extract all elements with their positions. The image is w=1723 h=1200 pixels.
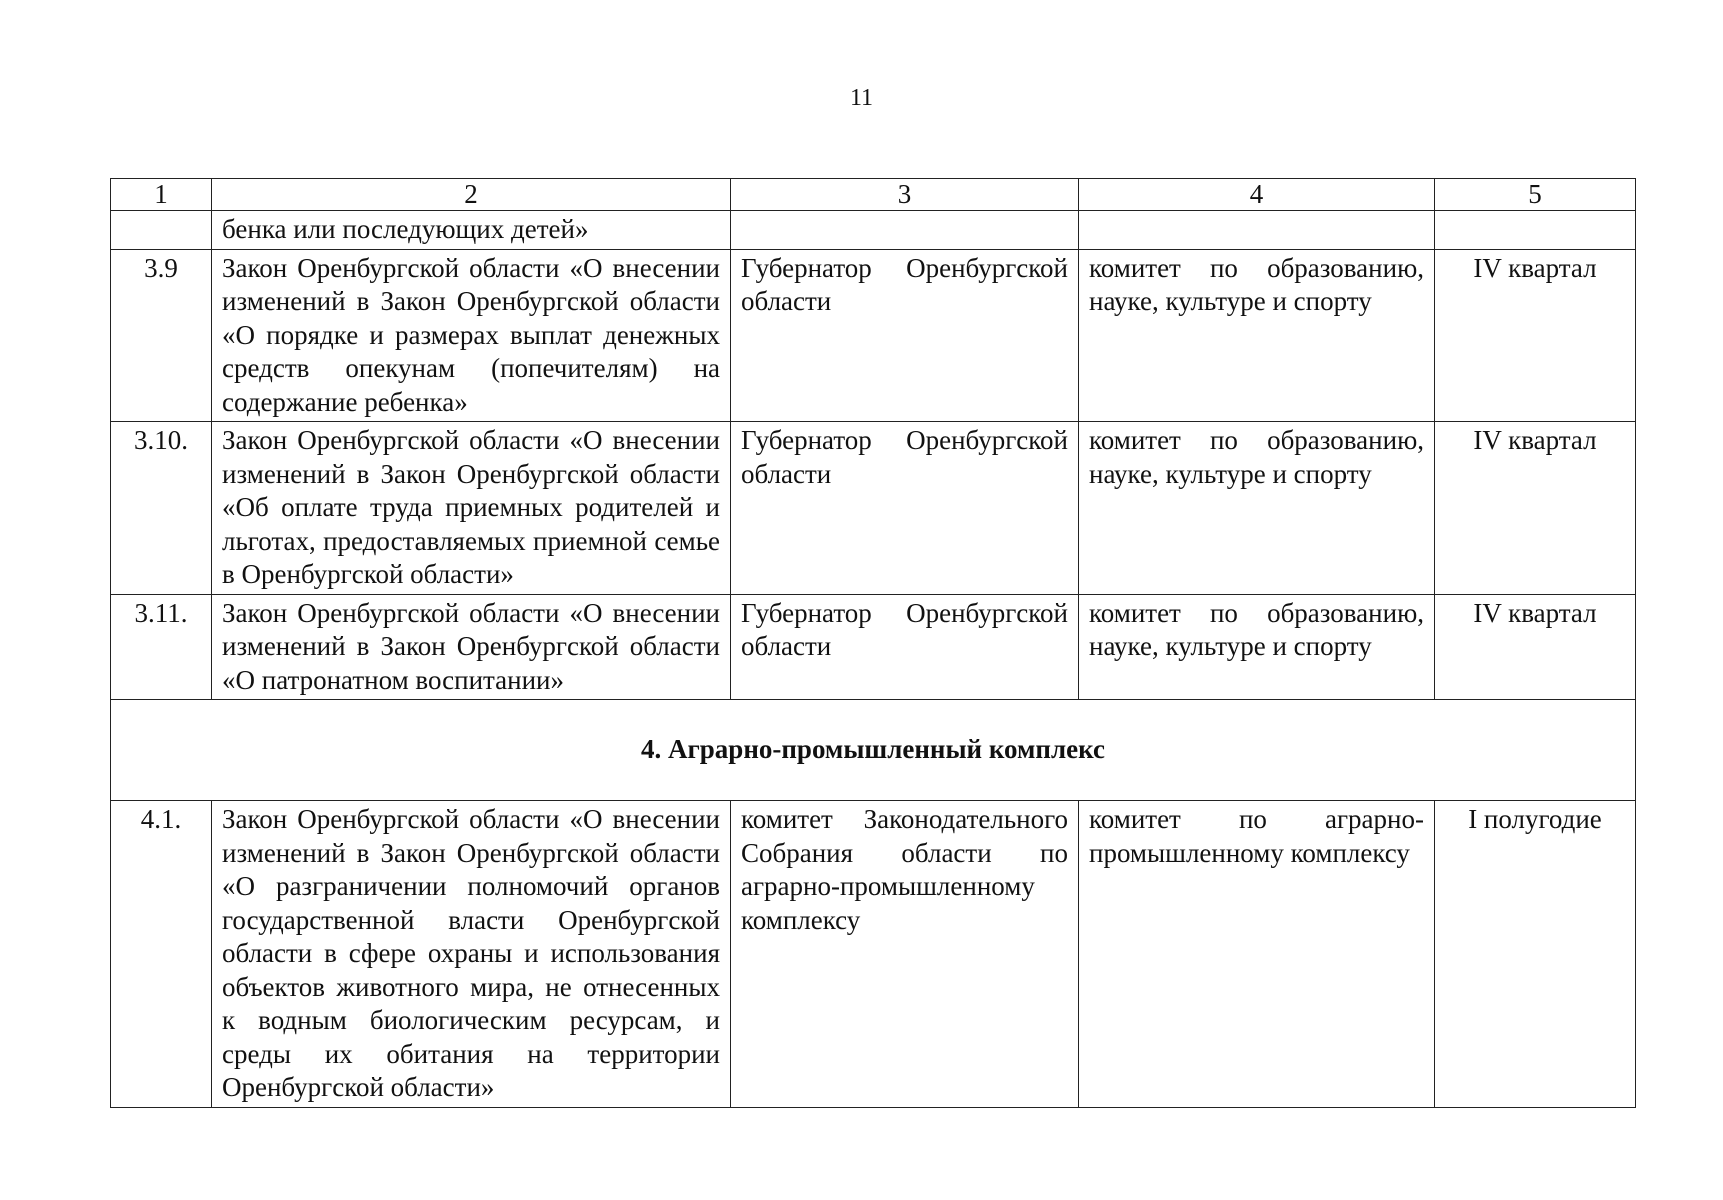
row-title: бенка или последующих детей» [212,211,731,250]
plan-table [110,178,1636,1108]
row-title: Закон Оренбургской области «О внесении изменений в Закон Оренбургской области «О патронатном воспитании» [212,594,731,700]
column-header-4: 4 [1079,179,1435,211]
row-initiator [731,211,1079,250]
row-responsible: комитет по образованию, науке, культуре и спорту [1079,249,1435,422]
row-number: 3.9 [111,249,212,422]
table-row [111,594,1636,700]
row-number: 4.1. [111,801,212,1108]
row-title: Закон Оренбургской области «О внесении изменений в Закон Оренбургской области «Об оплате труда приемных родителей и льготах, предоставляемых приемной семье в Оренбургской области» [212,422,731,595]
table-row [111,422,1636,595]
column-header-2: 2 [212,179,731,211]
column-header-1: 1 [111,179,212,211]
row-period: I полугодие [1435,801,1636,1108]
row-title: Закон Оренбургской области «О внесении изменений в Закон Оренбургской области «О порядке и размерах выплат денежных средств опекунам (попечителям) на содержание ребенка» [212,249,731,422]
section-heading-row [111,700,1636,801]
column-header-5: 5 [1435,179,1636,211]
row-period: IV квартал [1435,249,1636,422]
row-initiator: Губернатор Оренбургской области [731,594,1079,700]
row-initiator: Губернатор Оренбургской области [731,249,1079,422]
row-period: IV квартал [1435,594,1636,700]
table-row-continuation [111,211,1636,250]
row-responsible: комитет по образованию, науке, культуре и спорту [1079,594,1435,700]
row-period: IV квартал [1435,422,1636,595]
row-number [111,211,212,250]
row-initiator: Губернатор Оренбургской области [731,422,1079,595]
row-responsible: комитет по образованию, науке, культуре и спорту [1079,422,1435,595]
row-responsible: комитет по аграрно-промышленному комплексу [1079,801,1435,1108]
row-number: 3.11. [111,594,212,700]
row-initiator: комитет Законодательного Собрания области по аграрно-промышленному комплексу [731,801,1079,1108]
table-row [111,801,1636,1108]
table-header-row [111,179,1636,211]
page-number: 11 [849,85,874,111]
section-heading: 4. Аграрно-промышленный комплекс [111,700,1636,801]
row-responsible [1079,211,1435,250]
column-header-3: 3 [731,179,1079,211]
row-period [1435,211,1636,250]
row-title: Закон Оренбургской области «О внесении изменений в Закон Оренбургской области «О разграничении полномочий органов государственной власти Оренбургской области в сфере охраны и использования объектов животного мира, не отнесенных к водным биологическим ресурсам, и среды их обитания на территории Оренбургской области» [212,801,731,1108]
row-number: 3.10. [111,422,212,595]
table-row [111,249,1636,422]
